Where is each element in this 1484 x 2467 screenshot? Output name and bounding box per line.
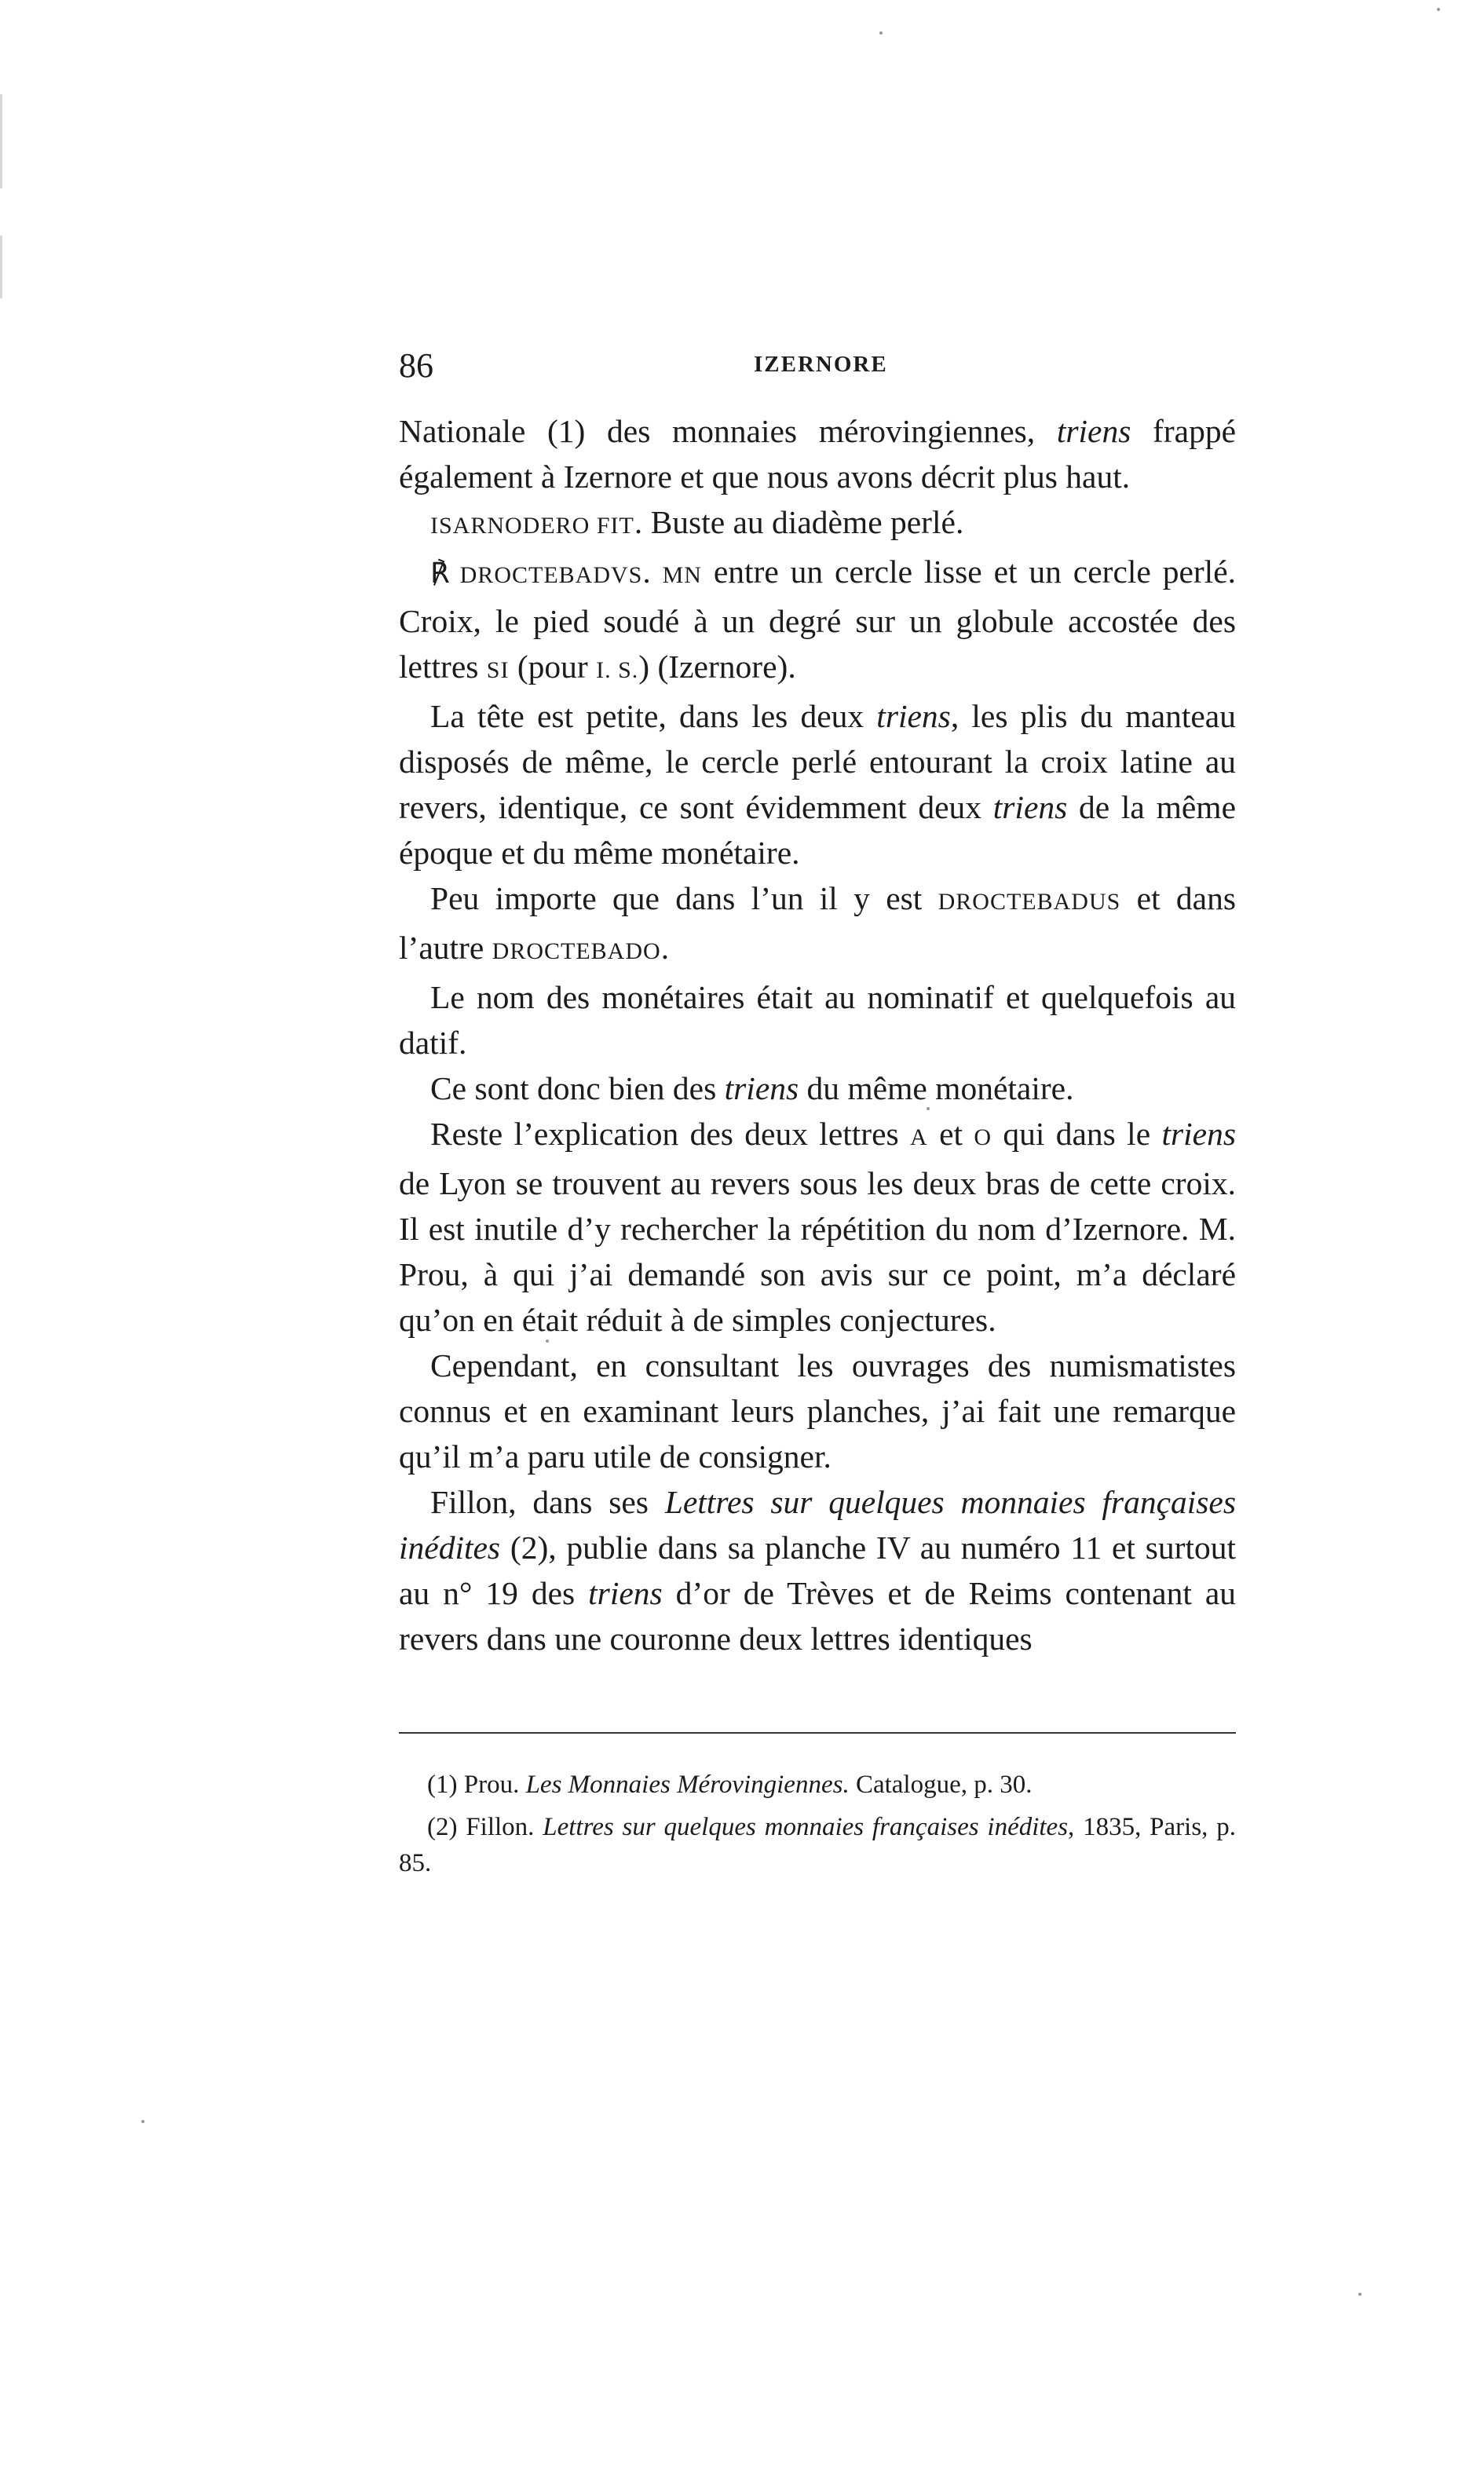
paragraph: [399, 693, 1236, 875]
italic-term: triens: [876, 698, 951, 734]
scan-speck: [141, 2120, 144, 2123]
text-run: (pour: [509, 649, 597, 685]
text-run: , 1835, Paris, p. 85.: [399, 1813, 1236, 1877]
text-run: Nationale (1) des monnaies mérovingiennes,: [399, 413, 1057, 449]
text-run: (2) Fillon.: [427, 1813, 543, 1841]
footnote-2: [399, 1809, 1236, 1881]
text-run: Reste l’explication des deux lettres: [430, 1116, 911, 1152]
reverse-symbol: ℟: [430, 557, 450, 589]
text-run: entre un cercle lisse et un cercle perlé. Croix, le pied soudé à un degré sur un globule accostée des lettres: [399, 554, 1237, 685]
italic-title: Les Monnaies Mérovingiennes.: [525, 1771, 850, 1799]
text-run: du même monétaire.: [799, 1070, 1074, 1106]
paragraph: [399, 408, 1236, 499]
paragraph: [399, 1065, 1236, 1111]
legend-text: A: [910, 1124, 928, 1150]
italic-term: triens: [588, 1575, 663, 1611]
text-run: Cependant, en consultant les ouvrages des numismatistes connus et en examinant leurs planches, j’ai fait une remarque qu’il m’a paru utile de consigner.: [399, 1347, 1236, 1475]
italic-term: triens: [992, 789, 1068, 825]
text-run: et: [927, 1116, 974, 1152]
italic-term: triens: [1161, 1116, 1236, 1152]
text-run: Ce sont donc bien des: [430, 1070, 725, 1106]
text-run: Peu importe que dans l’un il y est: [430, 880, 938, 916]
scan-speck: [1437, 8, 1440, 11]
coin-legend-obverse: [399, 499, 1236, 549]
scan-speck: [927, 1107, 930, 1110]
paragraph: [399, 1343, 1236, 1479]
text-run: .: [660, 930, 670, 966]
text-run: La tête est petite, dans les deux: [430, 698, 877, 734]
legend-text: ISARNODERO FIT: [430, 513, 634, 539]
page-number: 86: [399, 346, 433, 385]
footnote-1: [399, 1767, 1236, 1803]
scan-edge-mark: [0, 94, 2, 188]
legend-text: O: [974, 1124, 992, 1150]
paragraph: [399, 875, 1236, 974]
text-run: de la même époque et du même monétaire.: [399, 789, 1236, 871]
running-title: IZERNORE: [754, 352, 888, 377]
text-run: de Lyon se trouvent au revers sous les deux bras de cette croix. Il est inutile d’y rechercher la répétition du nom d’Izernore. M. Prou, à qui j’ai demandé son avis sur ce point, m’a déclaré qu’on en était réduit à de simples conjectures.: [399, 1165, 1236, 1338]
legend-text: DROCTEBADVS: [449, 562, 643, 588]
footnotes: [399, 1767, 1236, 1888]
text-run: , les plis du manteau disposés de même, le cercle perlé entourant la croix latine au revers, identique, ce sont évidemment deux: [399, 698, 1236, 825]
scan-edge-mark: [0, 236, 2, 298]
legend-text: DROCTEBADO: [492, 938, 661, 964]
italic-title: Lettres sur quelques monnaies françaises inédites: [543, 1813, 1069, 1841]
paragraph: [399, 974, 1236, 1065]
body-text: [399, 408, 1236, 1661]
paragraph: [399, 1111, 1236, 1343]
text-run: ) (Izernore).: [638, 649, 796, 685]
italic-title: Lettres sur quelques monnaies françaises inédites: [399, 1484, 1237, 1566]
text-run: et dans l’autre: [399, 880, 1236, 966]
text-run: d’or de Trèves et de Reims contenant au revers dans une couronne deux lettres identiques: [399, 1575, 1236, 1657]
scan-speck: [1358, 2293, 1362, 2296]
legend-text: I. S.: [596, 657, 639, 683]
text-run: frappé également à Izernore et que nous avons décrit plus haut.: [399, 413, 1236, 495]
scan-speck: [879, 31, 883, 35]
legend-text: SI: [486, 657, 510, 683]
text-run: . Buste au diadème perlé.: [634, 504, 964, 540]
page-header: [399, 345, 1236, 393]
text-run: Le nom des monétaires était au nominatif et quelquefois au datif.: [399, 979, 1236, 1061]
text-run: (2), publie dans sa planche IV au numéro 11 et surtout au n° 19 des: [399, 1530, 1236, 1611]
italic-term: triens: [1056, 413, 1131, 449]
scan-speck: [546, 1339, 549, 1343]
italic-term: triens: [724, 1070, 799, 1106]
coin-legend-reverse: [399, 549, 1236, 693]
text-run: Fillon, dans ses: [430, 1484, 665, 1520]
text-run: .: [642, 554, 663, 590]
footnote-divider: [399, 1732, 1236, 1734]
text-run: (1) Prou.: [427, 1771, 526, 1799]
text-run: qui dans le: [992, 1116, 1162, 1152]
legend-text: MN: [662, 562, 702, 588]
legend-text: DROCTEBADUS: [938, 889, 1121, 915]
text-run: Catalogue, p. 30.: [849, 1771, 1033, 1799]
paragraph: [399, 1479, 1236, 1661]
